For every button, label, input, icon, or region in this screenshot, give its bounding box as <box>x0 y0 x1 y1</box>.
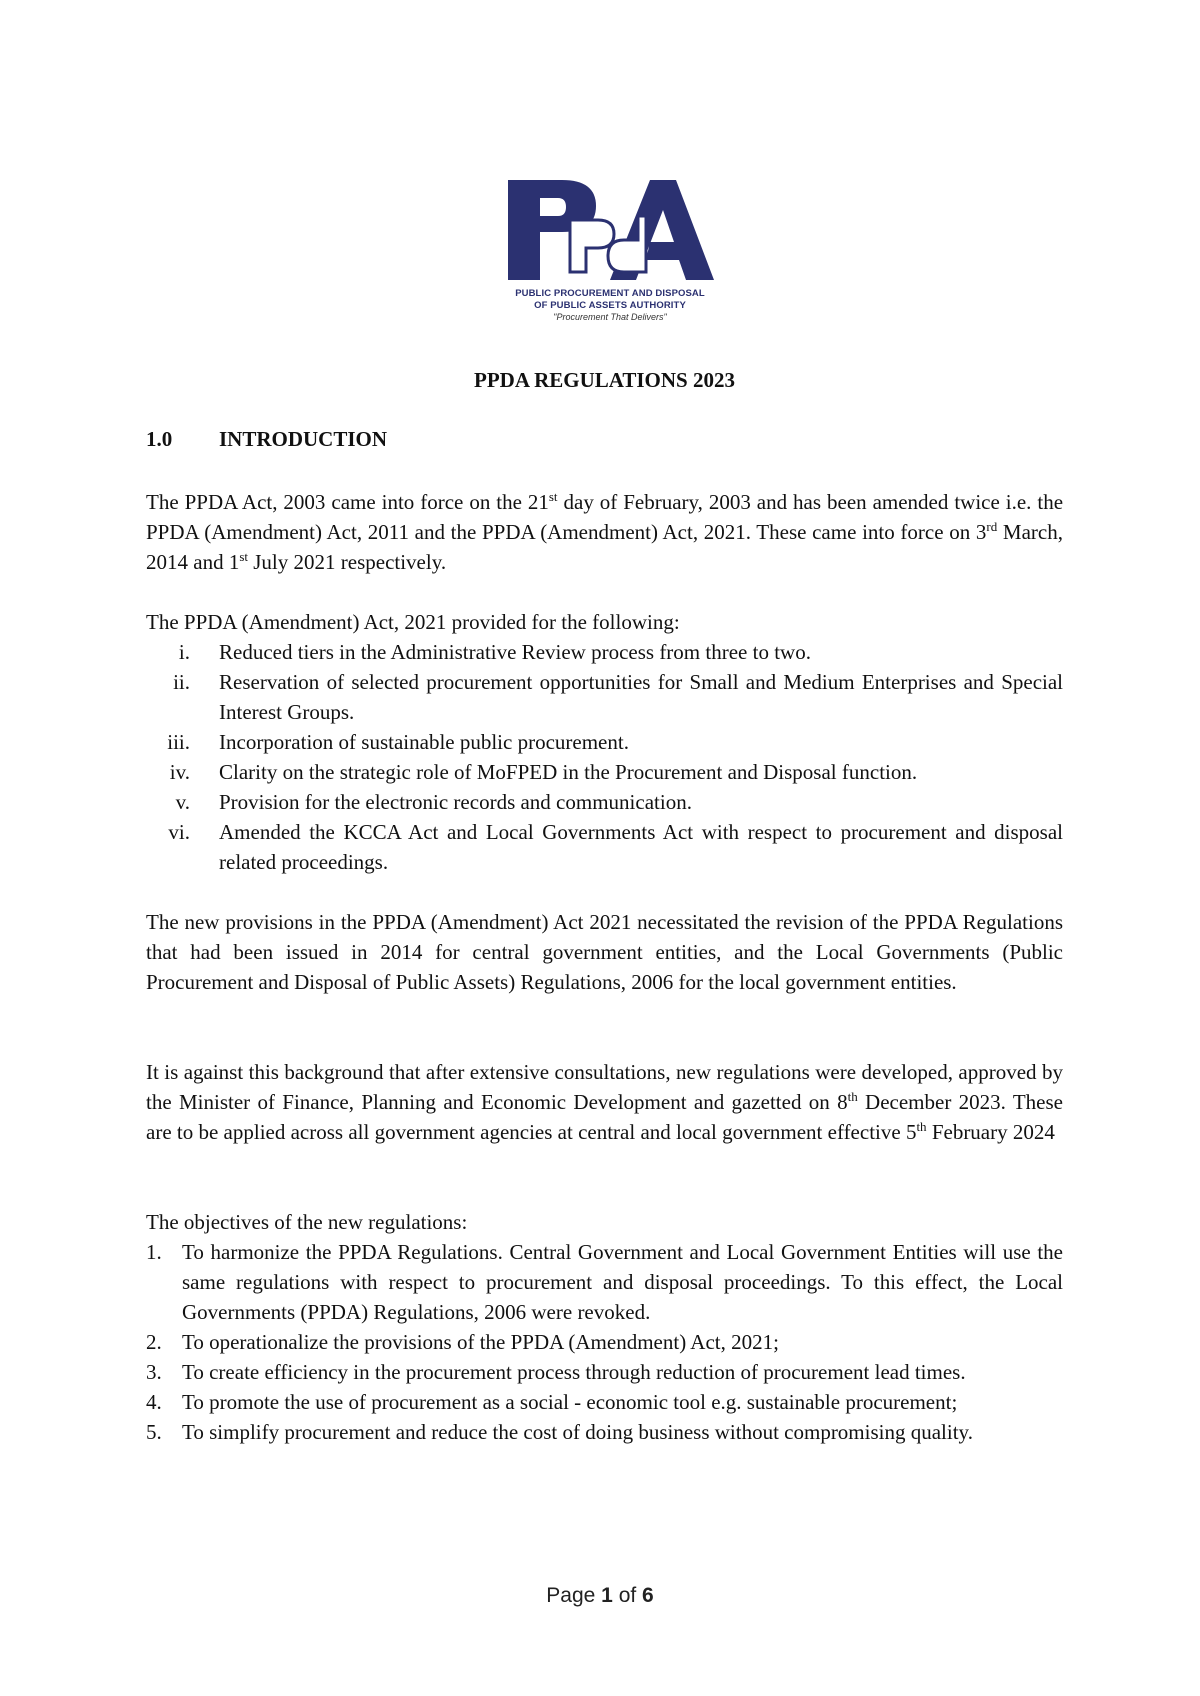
list-item: 3. To create efficiency in the procurement process through reduction of procurement lead times. <box>146 1360 966 1384</box>
list-item: 5. To simplify procurement and reduce the cost of doing business without compromising quality. <box>146 1420 973 1444</box>
list-item: ii. Reservation of selected procurement opportunities for Small and Medium Enterprises and Special Interest Groups. <box>173 670 1063 724</box>
ppda-logo <box>500 176 720 328</box>
list-item: v. Provision for the electronic records and communication. <box>175 790 692 814</box>
amendment-intro: The PPDA (Amendment) Act, 2021 provided for the following: <box>146 610 680 634</box>
document-title: PPDA REGULATIONS 2023 <box>474 368 735 392</box>
ppda-logo-mark <box>500 176 720 288</box>
list-item: 4. To promote the use of procurement as a social - economic tool e.g. sustainable procurement; <box>146 1390 958 1414</box>
page-footer: Page 1 of 6 <box>546 1584 654 1607</box>
revision-paragraph: The new provisions in the PPDA (Amendment) Act 2021 necessitated the revision of the PPDA Regulations that had been issued in 2014 for central government entities, and the Local Governments (Public Procurement and Disposal of Public Assets) Regulations, 2006 for the local government entities. <box>146 910 1063 994</box>
list-item: vi. Amended the KCCA Act and Local Governments Act with respect to procurement and disposal related proceedings. <box>168 820 1063 874</box>
objectives-section <box>146 1207 1063 1447</box>
list-item: 2. To operationalize the provisions of the PPDA (Amendment) Act, 2021; <box>146 1330 779 1354</box>
logo-tagline: "Procurement That Delivers" <box>553 312 667 322</box>
amendment-list <box>146 637 1063 877</box>
intro-paragraph: The PPDA Act, 2003 came into force on the 21st day of February, 2003 and has been amended twice i.e. the PPDA (Amendment) Act, 2011 and the PPDA (Amendment) Act, 2021. These came into force on 3rd March, 2014 and 1st July 2021 respectively. <box>146 489 1064 574</box>
section-number: 1.0 <box>146 427 173 451</box>
objectives-intro: The objectives of the new regulations: <box>146 1210 468 1234</box>
amendment-section <box>146 607 1063 877</box>
objectives-list <box>146 1237 1063 1447</box>
list-item: i. Reduced tiers in the Administrative Review process from three to two. <box>178 640 811 664</box>
section-label: INTRODUCTION <box>219 427 388 451</box>
current-page-number: 1 <box>601 1584 613 1607</box>
logo-authority-line1: PUBLIC PROCUREMENT AND DISPOSAL <box>515 288 705 299</box>
total-pages-number: 6 <box>642 1584 654 1607</box>
list-item: iii. Incorporation of sustainable public procurement. <box>167 730 629 754</box>
list-item: iv. Clarity on the strategic role of MoFPED in the Procurement and Disposal function. <box>169 760 918 784</box>
section-heading <box>146 427 387 452</box>
background-paragraph: It is against this background that after extensive consultations, new regulations were developed, approved by the Minister of Finance, Planning and Economic Development and gazetted on 8th December 2023. These are to be applied across all government agencies at central and local government effective 5th February 2024 <box>146 1060 1063 1144</box>
logo-authority-line2: OF PUBLIC ASSETS AUTHORITY <box>534 300 686 311</box>
list-item: 1. To harmonize the PPDA Regulations. Central Government and Local Government Entities will use the same regulations with respect to procurement and disposal proceedings. To this effect, the Local Governments (PPDA) Regulations, 2006 were revoked. <box>146 1240 1063 1324</box>
